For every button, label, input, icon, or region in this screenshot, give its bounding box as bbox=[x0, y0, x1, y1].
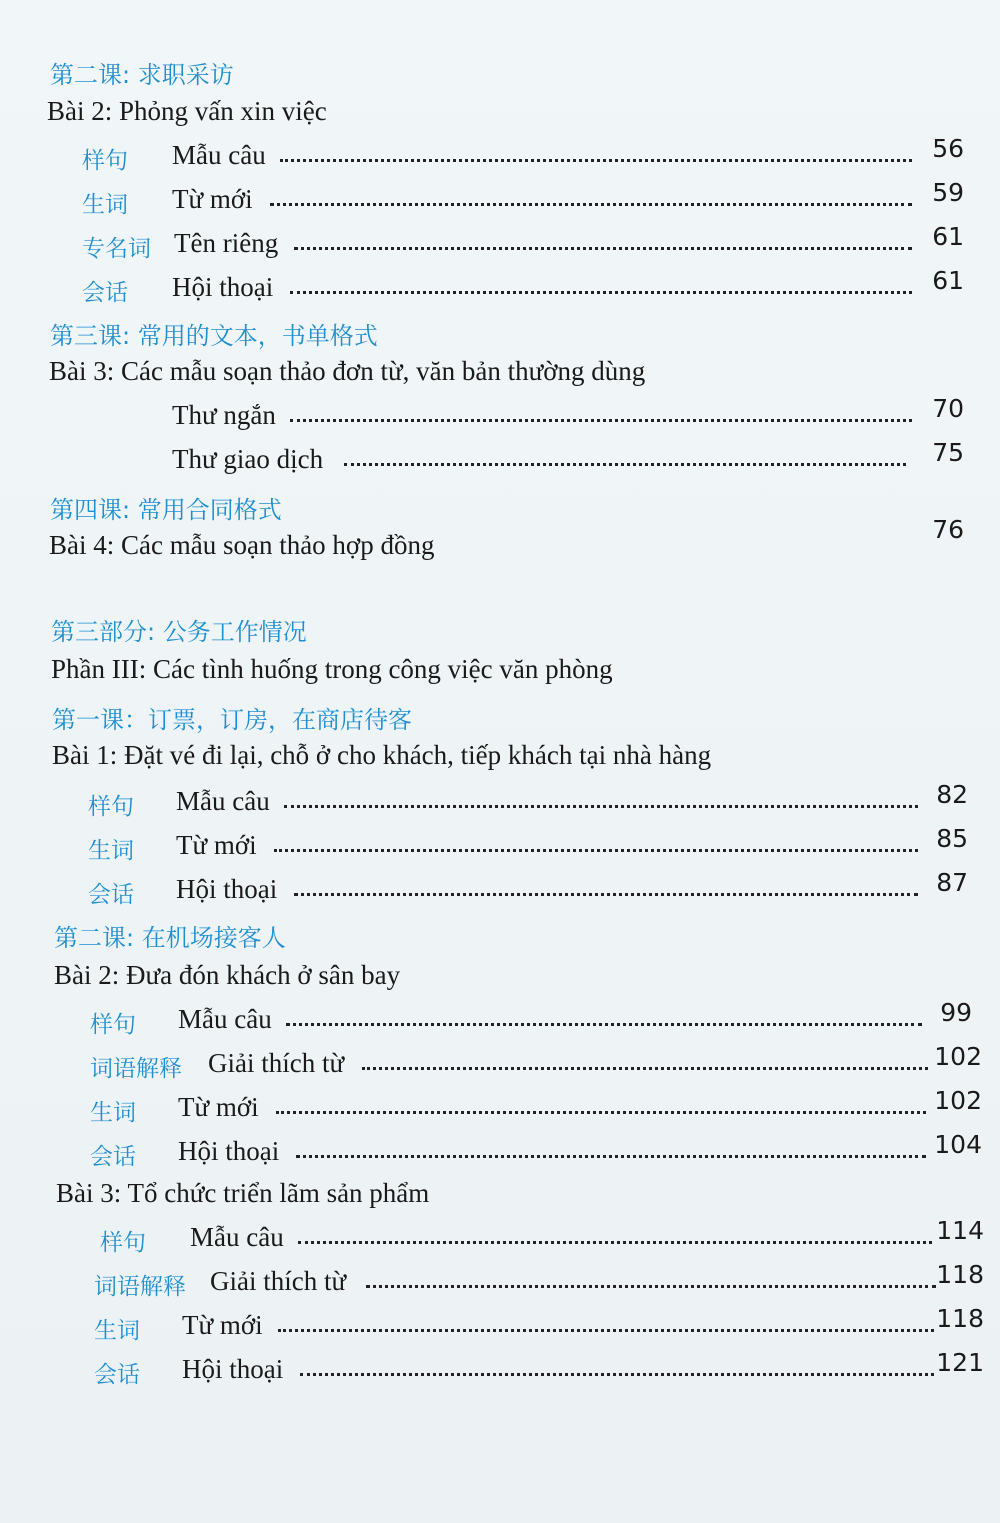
entry-vn-label: Giải thích từ bbox=[210, 1266, 347, 1296]
entry-page-number: 104 bbox=[934, 1130, 982, 1159]
toc-entry[interactable] bbox=[90, 1130, 982, 1170]
entry-cn-label: 会话 bbox=[88, 882, 134, 908]
entry-vn-label: Từ mới bbox=[172, 184, 253, 214]
dot-leader bbox=[294, 247, 912, 250]
entry-page-number: 85 bbox=[936, 824, 968, 853]
entry-page-number: 121 bbox=[936, 1348, 984, 1377]
dot-leader bbox=[344, 463, 906, 466]
dot-leader bbox=[270, 203, 912, 206]
dot-leader bbox=[300, 1373, 934, 1376]
entry-cn-label: 会话 bbox=[94, 1362, 140, 1388]
entry-page-number: 114 bbox=[936, 1216, 984, 1245]
dot-leader bbox=[274, 849, 918, 852]
entry-cn-label: 生词 bbox=[94, 1318, 140, 1344]
entry-vn-label: Mẫu câu bbox=[178, 1004, 272, 1034]
toc-entry[interactable] bbox=[82, 266, 967, 306]
toc-entry[interactable] bbox=[90, 998, 972, 1038]
toc-entry[interactable] bbox=[94, 1304, 984, 1344]
entry-vn-label: Hội thoại bbox=[172, 272, 274, 302]
lesson-3-vn-title: Bài 3: Các mẫu soạn thảo đơn từ, văn bản thường dùng bbox=[49, 356, 646, 386]
entry-page-number: 61 bbox=[932, 266, 964, 295]
entry-vn-label: Từ mới bbox=[182, 1310, 263, 1340]
entry-vn-label: Thư ngắn bbox=[172, 400, 276, 430]
toc-entry[interactable] bbox=[82, 222, 967, 262]
entry-page-number: 102 bbox=[934, 1086, 982, 1115]
lesson-2-vn-title: Bài 2: Phỏng vấn xin việc bbox=[47, 96, 327, 126]
lesson-3-cn-title: 第三课: 常用的文本，书单格式 bbox=[50, 322, 378, 350]
part-3-lesson-2-vn-title: Bài 2: Đưa đón khách ở sân bay bbox=[54, 960, 401, 990]
part-3-lesson-1-cn-title: 第一课：订票，订房，在商店待客 bbox=[52, 706, 412, 734]
entry-cn-label: 词语解释 bbox=[90, 1056, 182, 1082]
entry-vn-label: Từ mới bbox=[178, 1092, 259, 1122]
entry-vn-label: Hội thoại bbox=[178, 1136, 280, 1166]
entry-page-number: 70 bbox=[932, 394, 964, 423]
toc-entry[interactable] bbox=[94, 1348, 984, 1388]
toc-entry[interactable] bbox=[94, 1260, 984, 1300]
toc-entry[interactable] bbox=[90, 1042, 982, 1082]
entry-page-number: 59 bbox=[932, 178, 964, 207]
toc-entry[interactable] bbox=[172, 438, 967, 478]
dot-leader bbox=[290, 291, 912, 294]
part-3-cn-title: 第三部分: 公务工作情况 bbox=[51, 618, 307, 646]
lesson-2-cn-title: 第二课: 求职采访 bbox=[50, 61, 234, 89]
part-3-lesson-2-cn-title: 第二课: 在机场接客人 bbox=[54, 924, 286, 952]
entry-cn-label: 样句 bbox=[100, 1230, 146, 1256]
dot-leader bbox=[276, 1111, 926, 1114]
entry-cn-label: 样句 bbox=[90, 1012, 136, 1038]
entry-page-number: 118 bbox=[936, 1304, 984, 1333]
toc-entry[interactable] bbox=[172, 394, 967, 434]
lesson-4-cn-title: 第四课: 常用合同格式 bbox=[50, 496, 282, 524]
entry-page-number: 102 bbox=[934, 1042, 982, 1071]
entry-vn-label: Mẫu câu bbox=[172, 140, 266, 170]
toc-entry[interactable] bbox=[88, 868, 968, 908]
toc-entry[interactable] bbox=[90, 1086, 982, 1126]
dot-leader bbox=[280, 159, 912, 162]
entry-vn-label: Từ mới bbox=[176, 830, 257, 860]
entry-page-number: 56 bbox=[932, 134, 964, 163]
entry-cn-label: 生词 bbox=[90, 1100, 136, 1126]
entry-vn-label: Mẫu câu bbox=[190, 1222, 284, 1252]
dot-leader bbox=[362, 1067, 928, 1070]
lesson-4-page-number: 76 bbox=[932, 515, 964, 544]
entry-vn-label: Hội thoại bbox=[182, 1354, 284, 1384]
entry-vn-label: Thư giao dịch bbox=[172, 444, 324, 474]
toc-entry[interactable] bbox=[82, 178, 967, 218]
entry-cn-label: 样句 bbox=[82, 148, 128, 174]
entry-page-number: 61 bbox=[932, 222, 964, 251]
dot-leader bbox=[284, 805, 918, 808]
entry-page-number: 75 bbox=[932, 438, 964, 467]
entry-page-number: 82 bbox=[936, 780, 968, 809]
entry-cn-label: 词语解释 bbox=[94, 1274, 186, 1300]
lesson-4-vn-title[interactable]: Bài 4: Các mẫu soạn thảo hợp đồng bbox=[49, 530, 435, 560]
dot-leader bbox=[296, 1155, 926, 1158]
toc-entry[interactable] bbox=[100, 1216, 984, 1256]
dot-leader bbox=[294, 893, 918, 896]
entry-cn-label: 专名词 bbox=[82, 236, 151, 262]
entry-vn-label: Hội thoại bbox=[176, 874, 278, 904]
entry-cn-label: 会话 bbox=[90, 1144, 136, 1170]
entry-vn-label: Giải thích từ bbox=[208, 1048, 345, 1078]
dot-leader bbox=[366, 1285, 936, 1288]
toc-entry[interactable] bbox=[88, 780, 968, 820]
entry-vn-label: Tên riêng bbox=[174, 228, 279, 258]
entry-page-number: 99 bbox=[940, 998, 972, 1027]
part-3-lesson-1-vn-title: Bài 1: Đặt vé đi lại, chỗ ở cho khách, tiếp khách tại nhà hàng bbox=[52, 740, 712, 770]
entry-page-number: 87 bbox=[936, 868, 968, 897]
entry-page-number: 118 bbox=[936, 1260, 984, 1289]
toc-entry[interactable] bbox=[88, 824, 968, 864]
dot-leader bbox=[278, 1329, 934, 1332]
part-3-vn-title: Phần III: Các tình huống trong công việc văn phòng bbox=[51, 654, 613, 684]
entry-vn-label: Mẫu câu bbox=[176, 786, 270, 816]
dot-leader bbox=[298, 1241, 932, 1244]
entry-cn-label: 样句 bbox=[88, 794, 134, 820]
toc-entry[interactable] bbox=[82, 134, 967, 174]
entry-cn-label: 生词 bbox=[82, 192, 128, 218]
dot-leader bbox=[290, 419, 912, 422]
dot-leader bbox=[286, 1023, 922, 1026]
entry-cn-label: 生词 bbox=[88, 838, 134, 864]
entry-cn-label: 会话 bbox=[82, 280, 128, 306]
part-3-lesson-3-vn-title: Bài 3: Tổ chức triển lãm sản phẩm bbox=[56, 1178, 430, 1208]
